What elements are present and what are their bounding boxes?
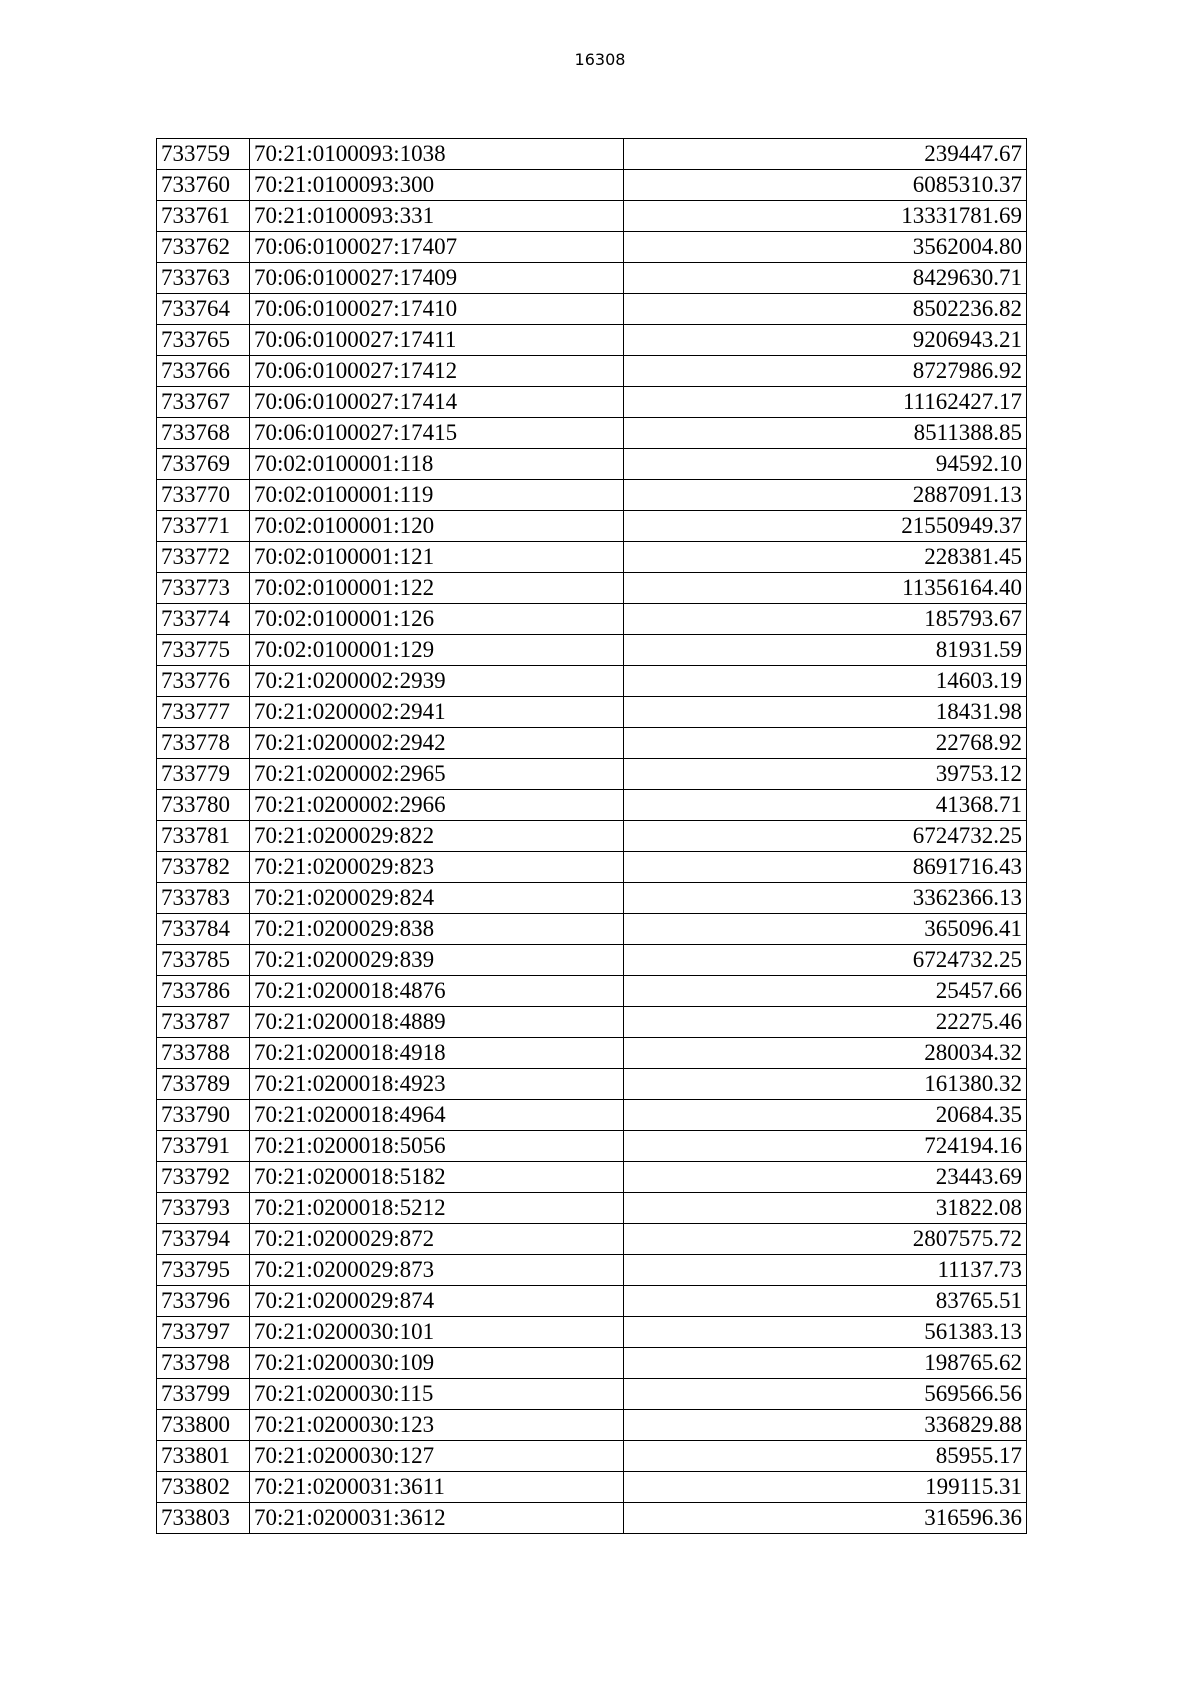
table-row (157, 1255, 1027, 1286)
row-number-cell: 733790 (157, 1100, 250, 1131)
cadastral-value-cell: 561383.13 (624, 1317, 1027, 1348)
row-number-cell: 733794 (157, 1224, 250, 1255)
table-row (157, 697, 1027, 728)
cadastral-number-cell: 70:21:0200018:4964 (250, 1100, 624, 1131)
row-number-cell: 733803 (157, 1503, 250, 1534)
row-number-cell: 733785 (157, 945, 250, 976)
cadastral-number-cell: 70:02:0100001:129 (250, 635, 624, 666)
table-row (157, 914, 1027, 945)
row-number-cell: 733768 (157, 418, 250, 449)
row-number-cell: 733783 (157, 883, 250, 914)
cadastral-number-cell: 70:21:0200031:3611 (250, 1472, 624, 1503)
row-number-cell: 733798 (157, 1348, 250, 1379)
row-number-cell: 733770 (157, 480, 250, 511)
cadastral-value-cell: 199115.31 (624, 1472, 1027, 1503)
cadastral-value-cell: 198765.62 (624, 1348, 1027, 1379)
cadastral-value-cell: 336829.88 (624, 1410, 1027, 1441)
cadastral-value-cell: 11162427.17 (624, 387, 1027, 418)
row-number-cell: 733767 (157, 387, 250, 418)
row-number-cell: 733760 (157, 170, 250, 201)
table-row (157, 976, 1027, 1007)
row-number-cell: 733797 (157, 1317, 250, 1348)
table-row (157, 790, 1027, 821)
table-row (157, 1410, 1027, 1441)
table-row (157, 604, 1027, 635)
row-number-cell: 733787 (157, 1007, 250, 1038)
row-number-cell: 733802 (157, 1472, 250, 1503)
cadastral-number-cell: 70:02:0100001:121 (250, 542, 624, 573)
cadastral-value-cell: 280034.32 (624, 1038, 1027, 1069)
cadastral-value-cell: 8511388.85 (624, 418, 1027, 449)
row-number-cell: 733771 (157, 511, 250, 542)
cadastral-value-cell: 239447.67 (624, 139, 1027, 170)
cadastral-number-cell: 70:06:0100027:17415 (250, 418, 624, 449)
cadastral-number-cell: 70:21:0200031:3612 (250, 1503, 624, 1534)
row-number-cell: 733793 (157, 1193, 250, 1224)
table-row (157, 542, 1027, 573)
cadastral-number-cell: 70:06:0100027:17412 (250, 356, 624, 387)
cadastral-value-cell: 14603.19 (624, 666, 1027, 697)
cadastral-number-cell: 70:21:0100093:331 (250, 201, 624, 232)
cadastral-value-cell: 9206943.21 (624, 325, 1027, 356)
table-row (157, 387, 1027, 418)
cadastral-value-cell: 85955.17 (624, 1441, 1027, 1472)
cadastral-value-cell: 31822.08 (624, 1193, 1027, 1224)
row-number-cell: 733769 (157, 449, 250, 480)
table-row (157, 1193, 1027, 1224)
cadastral-number-cell: 70:21:0200030:115 (250, 1379, 624, 1410)
cadastral-value-cell: 161380.32 (624, 1069, 1027, 1100)
row-number-cell: 733765 (157, 325, 250, 356)
cadastral-number-cell: 70:21:0200030:101 (250, 1317, 624, 1348)
cadastral-value-cell: 569566.56 (624, 1379, 1027, 1410)
table-row (157, 945, 1027, 976)
cadastral-value-cell: 39753.12 (624, 759, 1027, 790)
cadastral-value-cell: 6724732.25 (624, 821, 1027, 852)
cadastral-number-cell: 70:21:0200018:4889 (250, 1007, 624, 1038)
row-number-cell: 733777 (157, 697, 250, 728)
cadastral-number-cell: 70:21:0200018:5182 (250, 1162, 624, 1193)
cadastral-value-cell: 724194.16 (624, 1131, 1027, 1162)
table-row (157, 1224, 1027, 1255)
cadastral-number-cell: 70:21:0200018:4918 (250, 1038, 624, 1069)
table-row (157, 1100, 1027, 1131)
row-number-cell: 733775 (157, 635, 250, 666)
table-row (157, 294, 1027, 325)
row-number-cell: 733788 (157, 1038, 250, 1069)
row-number-cell: 733778 (157, 728, 250, 759)
row-number-cell: 733784 (157, 914, 250, 945)
row-number-cell: 733795 (157, 1255, 250, 1286)
row-number-cell: 733789 (157, 1069, 250, 1100)
table-row (157, 449, 1027, 480)
cadastral-value-cell: 8429630.71 (624, 263, 1027, 294)
table-row (157, 728, 1027, 759)
cadastral-value-cell: 185793.67 (624, 604, 1027, 635)
cadastral-number-cell: 70:21:0200030:109 (250, 1348, 624, 1379)
cadastral-value-cell: 11137.73 (624, 1255, 1027, 1286)
cadastral-number-cell: 70:21:0200018:5056 (250, 1131, 624, 1162)
cadastral-number-cell: 70:21:0200018:5212 (250, 1193, 624, 1224)
cadastral-number-cell: 70:21:0200029:874 (250, 1286, 624, 1317)
cadastral-number-cell: 70:21:0200002:2939 (250, 666, 624, 697)
cadastral-number-cell: 70:02:0100001:119 (250, 480, 624, 511)
table-row (157, 1379, 1027, 1410)
table-row (157, 759, 1027, 790)
table-row (157, 1286, 1027, 1317)
row-number-cell: 733773 (157, 573, 250, 604)
table-row (157, 170, 1027, 201)
row-number-cell: 733764 (157, 294, 250, 325)
table-body (157, 139, 1027, 1534)
table-row (157, 883, 1027, 914)
table-row (157, 635, 1027, 666)
cadastral-number-cell: 70:21:0200029:873 (250, 1255, 624, 1286)
table-row (157, 480, 1027, 511)
row-number-cell: 733800 (157, 1410, 250, 1441)
cadastral-value-cell: 83765.51 (624, 1286, 1027, 1317)
cadastral-number-cell: 70:21:0100093:1038 (250, 139, 624, 170)
table-row (157, 1441, 1027, 1472)
cadastral-value-cell: 3362366.13 (624, 883, 1027, 914)
cadastral-number-cell: 70:06:0100027:17410 (250, 294, 624, 325)
cadastral-number-cell: 70:21:0200029:822 (250, 821, 624, 852)
cadastral-value-cell: 3562004.80 (624, 232, 1027, 263)
cadastral-value-cell: 11356164.40 (624, 573, 1027, 604)
table-row (157, 1162, 1027, 1193)
cadastral-number-cell: 70:21:0200029:839 (250, 945, 624, 976)
table-row (157, 201, 1027, 232)
cadastral-value-cell: 25457.66 (624, 976, 1027, 1007)
cadastral-number-cell: 70:21:0200029:824 (250, 883, 624, 914)
table-row (157, 418, 1027, 449)
table-row (157, 511, 1027, 542)
table-row (157, 1317, 1027, 1348)
table-row (157, 1069, 1027, 1100)
cadastral-value-cell: 21550949.37 (624, 511, 1027, 542)
table-row (157, 263, 1027, 294)
cadastral-value-cell: 316596.36 (624, 1503, 1027, 1534)
row-number-cell: 733772 (157, 542, 250, 573)
cadastral-number-cell: 70:21:0200030:127 (250, 1441, 624, 1472)
cadastral-number-cell: 70:02:0100001:126 (250, 604, 624, 635)
cadastral-number-cell: 70:02:0100001:118 (250, 449, 624, 480)
row-number-cell: 733780 (157, 790, 250, 821)
cadastral-number-cell: 70:21:0200018:4876 (250, 976, 624, 1007)
row-number-cell: 733761 (157, 201, 250, 232)
cadastral-number-cell: 70:06:0100027:17414 (250, 387, 624, 418)
row-number-cell: 733762 (157, 232, 250, 263)
cadastral-value-table (156, 138, 1027, 1534)
cadastral-value-cell: 13331781.69 (624, 201, 1027, 232)
cadastral-value-cell: 94592.10 (624, 449, 1027, 480)
row-number-cell: 733776 (157, 666, 250, 697)
cadastral-number-cell: 70:21:0100093:300 (250, 170, 624, 201)
row-number-cell: 733766 (157, 356, 250, 387)
cadastral-value-cell: 22275.46 (624, 1007, 1027, 1038)
row-number-cell: 733782 (157, 852, 250, 883)
cadastral-number-cell: 70:06:0100027:17411 (250, 325, 624, 356)
cadastral-number-cell: 70:21:0200002:2941 (250, 697, 624, 728)
cadastral-value-cell: 81931.59 (624, 635, 1027, 666)
row-number-cell: 733796 (157, 1286, 250, 1317)
table-row (157, 666, 1027, 697)
table-row (157, 1131, 1027, 1162)
cadastral-number-cell: 70:21:0200002:2965 (250, 759, 624, 790)
cadastral-value-cell: 365096.41 (624, 914, 1027, 945)
cadastral-value-cell: 228381.45 (624, 542, 1027, 573)
row-number-cell: 733786 (157, 976, 250, 1007)
row-number-cell: 733779 (157, 759, 250, 790)
page-number: 16308 (574, 50, 626, 69)
row-number-cell: 733801 (157, 1441, 250, 1472)
row-number-cell: 733791 (157, 1131, 250, 1162)
cadastral-number-cell: 70:21:0200029:823 (250, 852, 624, 883)
table-row (157, 821, 1027, 852)
table-row (157, 1038, 1027, 1069)
row-number-cell: 733792 (157, 1162, 250, 1193)
table-row (157, 232, 1027, 263)
cadastral-value-cell: 8691716.43 (624, 852, 1027, 883)
cadastral-number-cell: 70:02:0100001:122 (250, 573, 624, 604)
table-row (157, 852, 1027, 883)
cadastral-number-cell: 70:21:0200029:838 (250, 914, 624, 945)
table-row (157, 1348, 1027, 1379)
cadastral-value-cell: 2887091.13 (624, 480, 1027, 511)
table-row (157, 1472, 1027, 1503)
cadastral-value-cell: 41368.71 (624, 790, 1027, 821)
cadastral-number-cell: 70:02:0100001:120 (250, 511, 624, 542)
cadastral-value-cell: 20684.35 (624, 1100, 1027, 1131)
cadastral-value-cell: 8727986.92 (624, 356, 1027, 387)
cadastral-number-cell: 70:21:0200002:2942 (250, 728, 624, 759)
cadastral-value-cell: 2807575.72 (624, 1224, 1027, 1255)
row-number-cell: 733774 (157, 604, 250, 635)
table-row (157, 1503, 1027, 1534)
cadastral-number-cell: 70:21:0200002:2966 (250, 790, 624, 821)
cadastral-number-cell: 70:21:0200018:4923 (250, 1069, 624, 1100)
table-row (157, 356, 1027, 387)
cadastral-number-cell: 70:21:0200030:123 (250, 1410, 624, 1441)
table-row (157, 573, 1027, 604)
table-row (157, 139, 1027, 170)
row-number-cell: 733763 (157, 263, 250, 294)
cadastral-number-cell: 70:06:0100027:17407 (250, 232, 624, 263)
cadastral-number-cell: 70:06:0100027:17409 (250, 263, 624, 294)
table-row (157, 325, 1027, 356)
cadastral-value-cell: 8502236.82 (624, 294, 1027, 325)
cadastral-value-cell: 6085310.37 (624, 170, 1027, 201)
table-row (157, 1007, 1027, 1038)
row-number-cell: 733759 (157, 139, 250, 170)
cadastral-value-cell: 6724732.25 (624, 945, 1027, 976)
cadastral-value-cell: 23443.69 (624, 1162, 1027, 1193)
cadastral-value-cell: 22768.92 (624, 728, 1027, 759)
cadastral-number-cell: 70:21:0200029:872 (250, 1224, 624, 1255)
cadastral-value-cell: 18431.98 (624, 697, 1027, 728)
row-number-cell: 733799 (157, 1379, 250, 1410)
row-number-cell: 733781 (157, 821, 250, 852)
